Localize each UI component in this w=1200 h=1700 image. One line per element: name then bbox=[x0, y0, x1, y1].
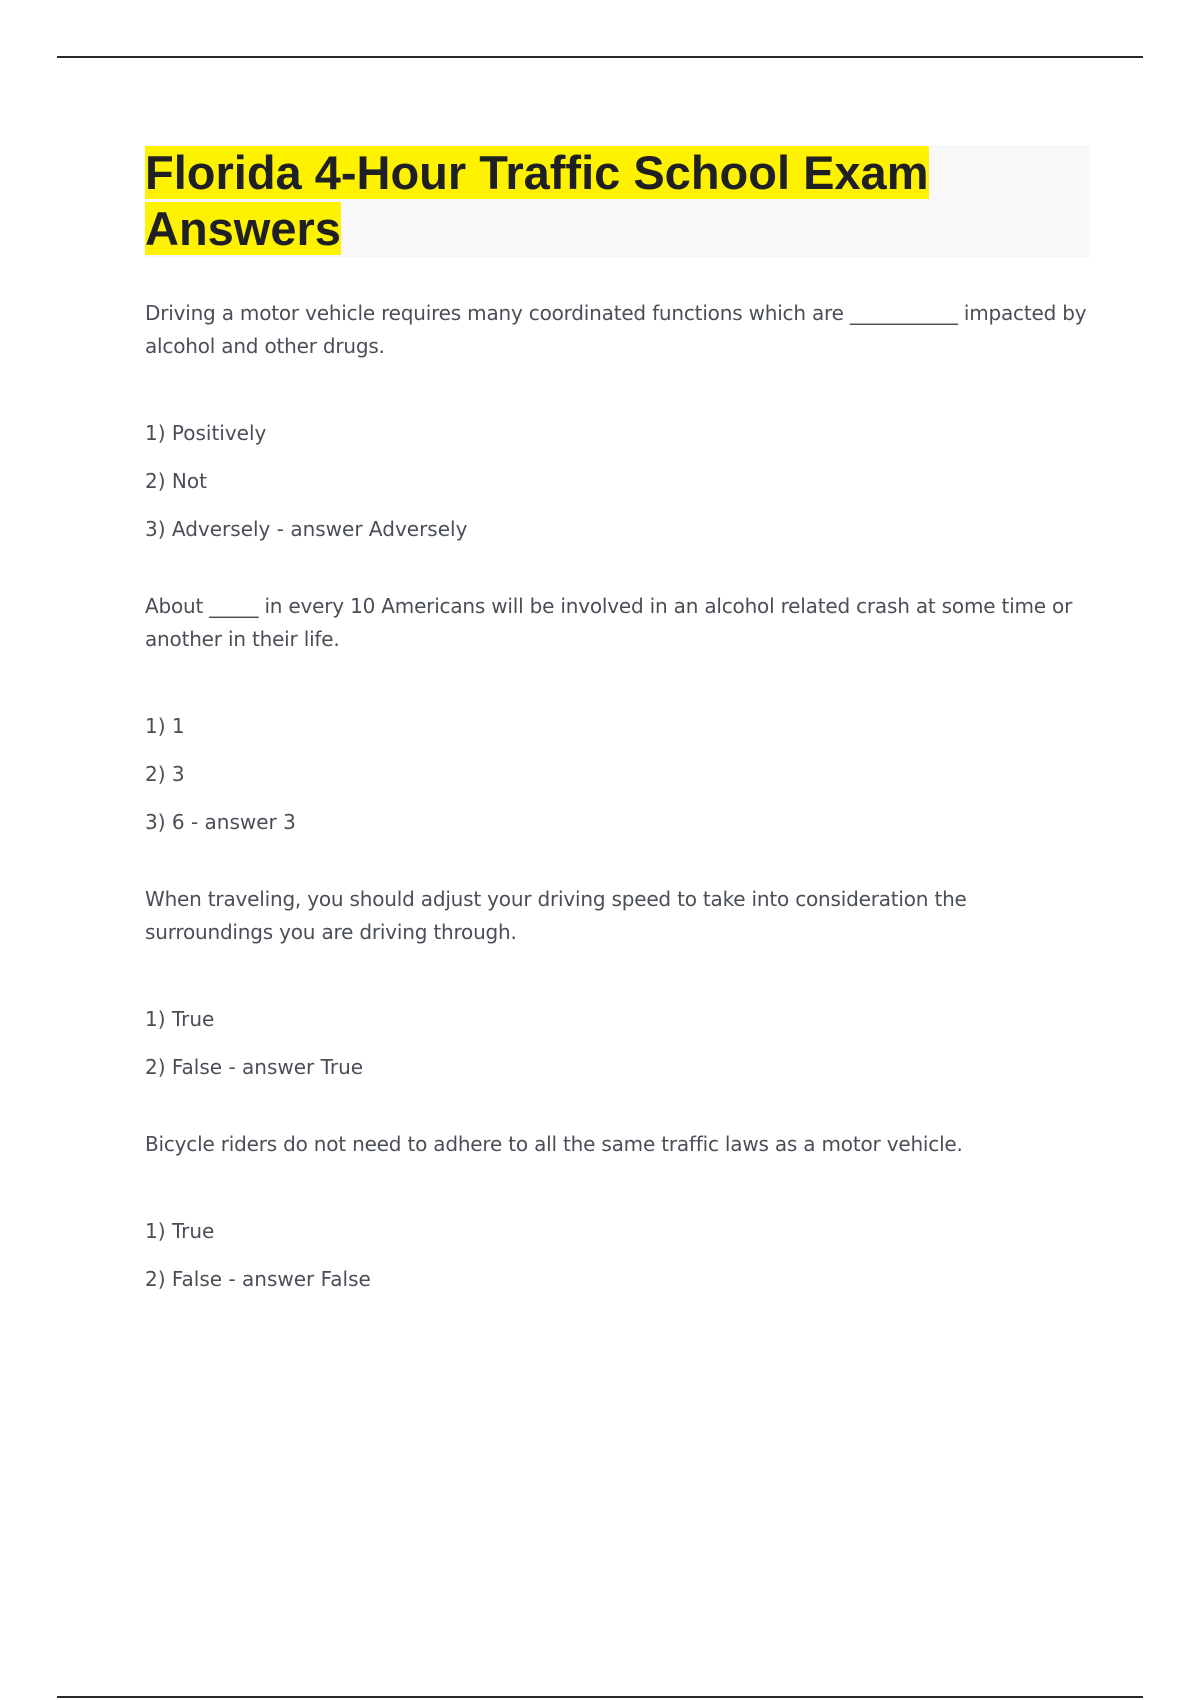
title-block bbox=[145, 145, 1090, 257]
question-block-4 bbox=[145, 1128, 1090, 1296]
title-highlight: Florida 4-Hour Traffic School Exam Answers bbox=[145, 146, 929, 255]
answer-option: 2) False - answer False bbox=[145, 1267, 371, 1291]
question-block-1 bbox=[145, 297, 1090, 546]
question-block-3 bbox=[145, 883, 1090, 1084]
question-block-2 bbox=[145, 590, 1090, 839]
answer-options bbox=[145, 1215, 1090, 1296]
answer-option: 1) 1 bbox=[145, 714, 185, 738]
question-text: About _____ in every 10 Americans will be involved in an alcohol related crash at some time or another in their life. bbox=[145, 594, 1073, 651]
question-text: Bicycle riders do not need to adhere to all the same traffic laws as a motor vehicle. bbox=[145, 1132, 963, 1156]
answer-option: 2) 3 bbox=[145, 762, 185, 786]
answer-options bbox=[145, 710, 1090, 839]
answer-options bbox=[145, 1003, 1090, 1084]
answer-option: 2) Not bbox=[145, 469, 207, 493]
answer-option: 1) True bbox=[145, 1007, 215, 1031]
document-title bbox=[145, 145, 1090, 257]
question-text: Driving a motor vehicle requires many coordinated functions which are ___________ impacted by alcohol and other drugs. bbox=[145, 301, 1087, 358]
answer-option: 3) 6 - answer 3 bbox=[145, 810, 296, 834]
answer-option: 3) Adversely - answer Adversely bbox=[145, 517, 468, 541]
answer-option: 1) Positively bbox=[145, 421, 267, 445]
question-text: When traveling, you should adjust your driving speed to take into consideration the surroundings you are driving through. bbox=[145, 887, 967, 944]
document-page bbox=[145, 145, 1090, 1340]
bottom-rule bbox=[57, 1696, 1143, 1698]
top-rule bbox=[57, 56, 1143, 58]
answer-option: 2) False - answer True bbox=[145, 1055, 364, 1079]
answer-option: 1) True bbox=[145, 1219, 215, 1243]
answer-options bbox=[145, 417, 1090, 546]
